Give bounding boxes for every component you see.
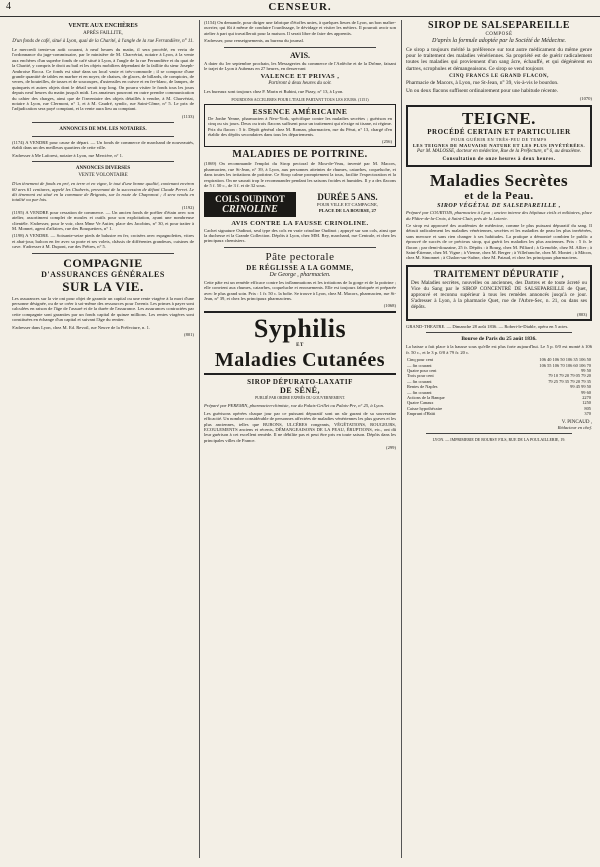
bourse-label: Emprunt d'Haïti <box>407 411 436 417</box>
avis-title: AVIS. <box>289 50 311 60</box>
syphilis-and: ET <box>296 343 304 349</box>
bourse-values: 99 45 99 50 <box>570 384 591 390</box>
pate-subtitle: DE RÉGLISSE A LA GOMME, <box>246 263 354 272</box>
crinoline-address: PLACE DE LA BOURSE, 27 <box>318 207 377 213</box>
bourse-label: Quatre pour cent <box>407 367 437 373</box>
auction-title: VENTE AUX ENCHÈRES <box>68 23 138 29</box>
bourse-label: Actions de la Banque <box>407 394 445 400</box>
notaries-heading: ANNONCES DE MM. LES NOTAIRES. <box>59 126 147 132</box>
vegetal-syrup-maker: Préparé par COURTOIS, pharmacien à Lyon ; ancien interne des hôpitaux civils et militaires, place du Plâtre-de-la-Croix, à Saint-Clair, près de la Loterie. <box>406 210 592 221</box>
essence-body: De Jonhe Yenne, pharmacien à New-York, spécifique contre les maladies secrètes ; guérison en cinq ou six jours. Deux ou trois flacons suffisent pour un traitement qui n'exige ni tisane, ni régime. Prix du flacon : 5 fr. Dépôt général chez M. Roman, pharmacien, rue du Pérat, n° 13, chargé d'en établir des dépôts secondaires dans tous les départements. <box>208 115 392 138</box>
bourse-label: — fin courant <box>407 362 432 368</box>
auction-subtitle: APRÈS FAILLITE, <box>83 31 123 36</box>
teigne-sub: POUR GUÉRIR EN TRÈS-PEU DE TEMPS <box>451 137 547 143</box>
avis-office: Les bureaux sont toujours chez P. Marin et Rubini, rue Pizay, n° 13, à Lyon. <box>204 89 344 95</box>
skin-diseases-title: et de la Peau. <box>464 190 534 203</box>
syrup-subtitle: DE SÉNÉ, <box>279 386 320 396</box>
editor-role: Rédacteur en chef. <box>557 424 592 430</box>
column-2 <box>204 20 396 858</box>
essence-ref: (256) <box>382 139 392 145</box>
divider <box>224 47 376 48</box>
essence-title: ESSENCE AMÉRICAINE <box>252 106 348 116</box>
salsepareille-formula: D'après la formule adoptée par la Société de Médecine. <box>431 38 567 44</box>
avis-ref: POURDONS ACCELERES POUR L'ITALIE PARTANT TOUS LES JOURS. (1151) <box>231 96 369 102</box>
salsepareille-title: SIROP DE SALSEPAREILLE <box>428 20 570 31</box>
imprint: LYON. — IMPRIMERIE DE BOURSY FILS, RUE DE LA POULAILLERIE, 19. <box>432 436 566 442</box>
crinoline-name: COLS OUDINOT <box>215 193 285 204</box>
depuratif-ref: (803) <box>577 311 587 317</box>
pate-maker: De George , pharmacien. <box>269 271 331 278</box>
insurance-body: Les assurances sur la vie ont pour objet de garantir un capital ou une rente viagère à la mort d'une personne désignée, ou de se créer à soi-même des ressources pour l'avenir. Les primes à payer sont calculées en raison de l'âge de l'assuré et de la durée de l'assurance. Les assurances contractées par cette compagnie sont garanties par un fonds capital de quinze millions. Les rentes viagères sont constituées en échange d'un capital et suivant l'âge du rentier. <box>12 295 194 323</box>
column-1 <box>12 20 194 858</box>
divider <box>224 247 376 248</box>
avis-note: Partiront à deux heures du soir. <box>268 81 332 87</box>
teigne-hours: Consultation de onze heures à deux heures. <box>442 157 556 163</box>
teigne-list: LES TEIGNES DE MAUVAISE NATURE ET LES PLUS INVÉTÉRÉES. <box>412 143 586 149</box>
column-divider <box>199 20 200 858</box>
bourse-label: Cinq pour cent <box>407 357 434 363</box>
crinoline-duration: DURÉE 5 ANS. <box>317 191 378 202</box>
depuratif-title: TRAITEMENT DÉPURATIF , <box>433 268 565 279</box>
foreman-contact: S'adresser, pour renseignements, au bureau du journal. <box>204 38 305 44</box>
pate-title: Pâte pectorale <box>265 250 335 263</box>
bourse-values: 99 60 <box>581 389 591 395</box>
teigne-doctor: Par M. MALOSSE, docteur en médecine, Rue de la Préfecture, n° 6, au deuxième. <box>416 149 582 155</box>
syrup-maker: Préparé par PEREMIN, pharmacien-chimiste, rue du Palais-Grillet ou Palais-Pre, n° 25, à Lyon. <box>204 403 385 409</box>
salsepareille-address: Pharmacie de Macors, à Lyon, rue St-Jean, n° 39, vis-à-vis le bourdon. <box>406 79 559 86</box>
crinoline-brand: CRINOLINE <box>222 203 278 215</box>
balustrade-ad: (1198) A VENDRE. — Soixante-seize pieds de balustre en fer, croisées avec espagnolettes, vitres et abat-jour, balcon en fer avec sa porte et ses volets, châssis de différentes grandeurs, cuisines de cave. S'adresser à M. Dupont, rue des Prêtres, n° 5. <box>12 233 194 250</box>
essence-ad <box>204 104 396 148</box>
column-3 <box>406 20 592 858</box>
syrup-note: PUBLIÉ PAR ORDRE EXPRÈS DU GOUVERNEMENT. <box>255 396 345 401</box>
avis-body: A dater du 1er septembre prochain, les Messageries du commerce de l'Ardèche et de la Drôme, faisant le trajet de Lyon à Aubenas en 27 heures, en desservant <box>204 60 396 72</box>
insurance-title-3: SUR LA VIE. <box>62 278 144 294</box>
insurance-title-1: COMPAGNIE <box>63 255 143 270</box>
notary-ad-contact: S'adresser à Me Laforest, notaire à Lyon, rue Mercière, n° 1. <box>12 152 124 158</box>
bourse-label: Quatre Canaux <box>407 400 434 406</box>
crinoline-ad <box>204 192 396 217</box>
bourse-values: 106 55 106 70 106 60 106 70 <box>539 362 591 368</box>
pewter-ad: (1195) A VENDRE pour cessation de commerce. — Un ancien fonds de poëlier d'étain avec son atelier, assortiment complet de moules et outils pour son exploitation, ayant une nombreuse clientèle. S'adresser, pour le voir, chez Mme Ve Autier, place des Jacobins, n° 30, et pour traiter à M. Monnet, agent d'affaires, rue des Bouquetiers, n° 1. <box>12 209 194 231</box>
crinoline-info <box>299 192 396 217</box>
insurance-ref: (801) <box>184 332 194 337</box>
avis-route: VALENCE ET PRIVAS , <box>260 73 340 81</box>
crinoline-warning: AVIS CONTRE LA FAUSSE CRINOLINE. <box>231 219 369 227</box>
divider <box>32 122 174 123</box>
divider <box>32 253 174 254</box>
sale-body: D'un tènement de fonds en pré, en terre et en vigne, le tout d'une bonne qualité, contenant environ 60 ares 61 centiares, appelé les Chaberts, provenant de la succession de défunt Claude Perret. Le dit tènement est situé en la commune de Brignais, sur la route de Chaponost ; il sera vendu en totalité ou par lots. <box>12 181 194 203</box>
sale-subtitle: VENTE VOLONTAIRE <box>78 173 128 179</box>
bourse-values: 79 10 79 20 79 05 79 20 <box>548 373 591 379</box>
depuratif-ad <box>406 265 592 321</box>
bourse-values: 99 50 <box>581 367 591 373</box>
theatre-listing: GRAND-THEATRE. — Dimanche 28 août 1836. — Robert-le-Diable, opéra en 5 actes. <box>406 323 569 329</box>
depuratif-body: Des Maladies secrètes, nouvelles ou anciennes, des Dartres et de toute âcreté ou Vice du Sang par le SIROP CONCENTRÉ DE SALSEPAREILLE de Quet, approuvé et reconnu supérieur à tous les remèdes annoncés jusqu'à ce jour. S'adresser à Lyon, à la pharmacie Quet, rue de l'Arbre-Sec, n. 21, ou dans ses dépôts. <box>411 279 587 310</box>
bourse-table <box>406 357 592 416</box>
chest-title: MALADIES DE POITRINE. <box>232 149 368 161</box>
salsepareille-sub: COMPOSÉ <box>485 32 513 37</box>
insurance-title-2: D'ASSURANCES GÉNÉRALES <box>41 269 165 279</box>
bourse-label: — fin courant <box>407 389 432 395</box>
bourse-label: Rentes de Naples <box>407 384 438 390</box>
teigne-ad <box>406 105 592 167</box>
salsepareille-price: CINQ FRANCS LE GRAND FLACON, <box>449 73 549 79</box>
divider <box>426 332 572 333</box>
divider <box>32 161 174 162</box>
page-number: 4 <box>6 1 11 12</box>
syrup-title: SIROP DÉPURATO-LAXATIF <box>247 378 353 387</box>
salsepareille-ref: (1070) <box>579 96 592 102</box>
pate-body: Cette pâte est un remède efficace contre les inflammations et les irritations de la gorge et de la poitrine ; elle convient aux rhumes, catarrhes, coqueluche et enrouements. Elle est toujours fabriquée et préparée avec le plus grand soin. Prix : 1 fr. 50 c. la boîte. Se trouve à Lyon, chez M. Macors, pharmacien, rue St-Jean, n° 39, et chez les principaux pharmaciens. <box>204 279 396 301</box>
crinoline-logo <box>204 192 296 217</box>
bourse-row <box>406 411 592 416</box>
bourse-values: 1250 <box>582 400 591 406</box>
bourse-title: Bourse de Paris du 25 août 1836. <box>461 336 537 343</box>
syrup-ref: (299) <box>386 445 396 451</box>
vegetal-syrup-body: Ce sirop est approuvé des académies de médecine, comme le plus puissant dépuratif du sang. Il détruit radicalement les maladies vénériennes, secrètes et les maladies de peau les plus invétérées, sans mercure et sans rien changer à ses habitudes. La pratique a démontré combien le public a éprouvé de succès de ce précieux sirop, qui guérit les maladies les plus anciennes. Prix : 5 fr. le flacon ; par demi-douzaine, 25 fr. Dépôts : à Bourg, chez M. Pilliard ; à Grenoble, chez M. Allier ; à Saint-Étienne, chez M. Vigne ; à Vienne, chez M. Berger ; à Villefranche, chez M. Montet ; à Mâcon, chez M. Simonnet ; à Chalon-sur-Saône, chez M. Pataud, et chez les principaux pharmaciens. <box>406 223 592 261</box>
crinoline-for: POUR VILLE ET CAMPAGNE, <box>317 201 378 207</box>
teigne-heading: PROCÉDÉ CERTAIN ET PARTICULIER <box>427 128 571 137</box>
vegetal-syrup-title: SIROP VÉGÉTAL DE SALSEPAREILLE , <box>437 203 561 210</box>
teigne-title: TEIGNE. <box>462 109 536 129</box>
secret-diseases-title: Maladies Secrètes <box>429 171 569 191</box>
auction-location: D'un fonds de café, situé à Lyon, quai de la Charité, à l'angle de la rue Ferrandière, n° 11. <box>12 39 194 44</box>
masthead <box>0 0 600 17</box>
bourse-label: Trois pour cent <box>407 373 434 379</box>
syphilis-title: Syphilis <box>253 314 347 344</box>
bourse-values: 2270 <box>582 394 591 400</box>
chest-body: (1069) On recommande l'emploi du Sirop pectoral de Mou-de-Veau, inventé par M. Macors, pharmacien, rue St-Jean, n° 39, à Lyon, aux personnes atteintes de rhumes, catarrhes, coqueluche, et dans toutes les irritations de poitrine. Ce Sirop calme promptement la toux, facilite l'expectoration et la respiration. On ne saurait trop le recommander pendant les saisons froides et humides. Il y a des flacons de 5 f. 50 c., de 3 f. et de 32 sous. <box>204 161 396 189</box>
bourse-values: 106 40 106 50 106 35 106 50 <box>539 357 591 363</box>
auction-body: Le mercredi trente-un août courant, à neuf heures du matin, il sera procédé, en vertu de l'ordonnance du juge-commissaire, par le ministère de M. Charvériat, notaire à Lyon, à la vente aux enchères d'un superbe fonds de café situé à Lyon, à l'angle de la rue Ferrandière et du quai de la Charité, y compris le droit au bail et les objets mobiliers dépendant de la faillite du sieur Joseph-Ambroise Rocca. Ce fonds est situé dans un local vaste et très-commode ; il se compose d'une grande quantité de tables en marbre et en noyer, de chaises, de glaces, de billards, de comptoirs, de verres, de bouteilles, de tasses et de soucoupes, d'ustensiles en cuivre et en fer-blanc, de lampes, de quinquets et autres objets dont le détail serait trop long. On pourra visiter le fonds tous les jours depuis neuf heures du matin jusqu'à midi. Les amateurs pourront en outre prendre communication du cahier des charges, ainsi que de l'inventaire des objets détaillés à vendre, à M. Charvériat, notaire à Lyon, rue Clermont, n° 1, et à M. Caudré, syndic, rue Saint-Côme, n° 5. Le prix de l'adjudication sera payé comptant, et la vente aura lieu au comptant. <box>12 47 194 112</box>
pate-ref: (1068) <box>383 303 396 309</box>
foreman-ad: (1154) On demande, pour diriger une fabrique d'étoffes unies, à quelques lieues de Lyon, un bon maître-ouvrier, qui fût à même de conduire l'ourdissage, le dévidage et visiter les métiers. Il pourrait avoir son atelier à part qui travaillerait pour la maison. Il serait libre de faire des apprentis. <box>204 20 396 36</box>
cutaneous-title: Maladies Cutanées <box>214 349 386 372</box>
salsepareille-note: Un ou deux flacons suffisent ordinairement pour une habitude récente. <box>406 88 558 95</box>
notary-ad-body: (1174) A VENDRE pour cause de départ. — Un fonds de commerce de marchand de nouveautés, établi dans un des meilleurs quartiers de cette ville. <box>12 139 194 151</box>
insurance-contact: S'adresser dans Lyon, chez M. Ed. Revoil, rue Neuve de la Préfecture, n. 1. <box>12 324 151 330</box>
crinoline-body: Cachet signature Oudinot, seul type des cols en vraie crinoline Oudinot ; appuyé sur son cols, ainsi que la duchesse et la Grande Collection. Dépôts à Lyon, chez MM. Rey, marchand, rue Centrale, et chez les principaux chemisiers. <box>204 227 396 244</box>
bourse-values: 370 <box>584 411 591 417</box>
bourse-values: 805 <box>584 405 591 411</box>
divider <box>32 136 174 137</box>
bourse-values: 79 25 79 35 79 20 79 35 <box>548 378 591 384</box>
sale-ref: (1192) <box>181 204 194 210</box>
bourse-body: La baisse a fait place à la hausse sous qu'elle est plus forte aujourd'hui. Le 5 p. 0/0 est monté à 106 fr. 50 c., et le 3 p. 0/0 à 79 fr. 20 c. <box>406 344 592 355</box>
bourse-label: Caisse hypothécaire <box>407 405 443 411</box>
salsepareille-body: Ce sirop a toujours mérité la préférence sur tout autre médicament du même genre pour le traitement des maladies vénériennes. Sa propriété est de guérir radicalement toutes les maladies qui proviennent d'un sang âcre, échauffé, et qui dégénèrent en dartres, scrophules et démangeaisons. Ce sirop se vend toujours <box>406 47 592 72</box>
syrup-body: Les guérisons opérées chaque jour par ce puissant dépuratif sont un sûr garant de sa souveraine efficacité. Un nombre considérable de personnes affectées de maladies vénériennes les plus graves et les plus anciennes, telles que BUBONS, ULCÈRES rongeants, VÉGÉTATIONS, ROUGEURS, ECOULEMENTS anciens et récents, DÉMANGEAISONS DE LA PEAU, ÉRUPTIONS, etc., ont dû leur guérison à cet excellent remède. Il ne débilite pas et peut être pris en toute saison. Dépôts dans les principales villes de France. <box>204 410 396 443</box>
auction-ref: (1133) <box>181 113 194 119</box>
bourse-label: — fin courant <box>407 378 432 384</box>
syphilis-ad <box>204 311 396 375</box>
misc-heading: ANNONCES DIVERSES <box>75 166 131 172</box>
column-divider <box>401 20 402 858</box>
divider <box>426 433 572 434</box>
newspaper-title: CENSEUR. <box>268 1 332 13</box>
editor-name: V. PINCAUD , <box>561 419 592 425</box>
